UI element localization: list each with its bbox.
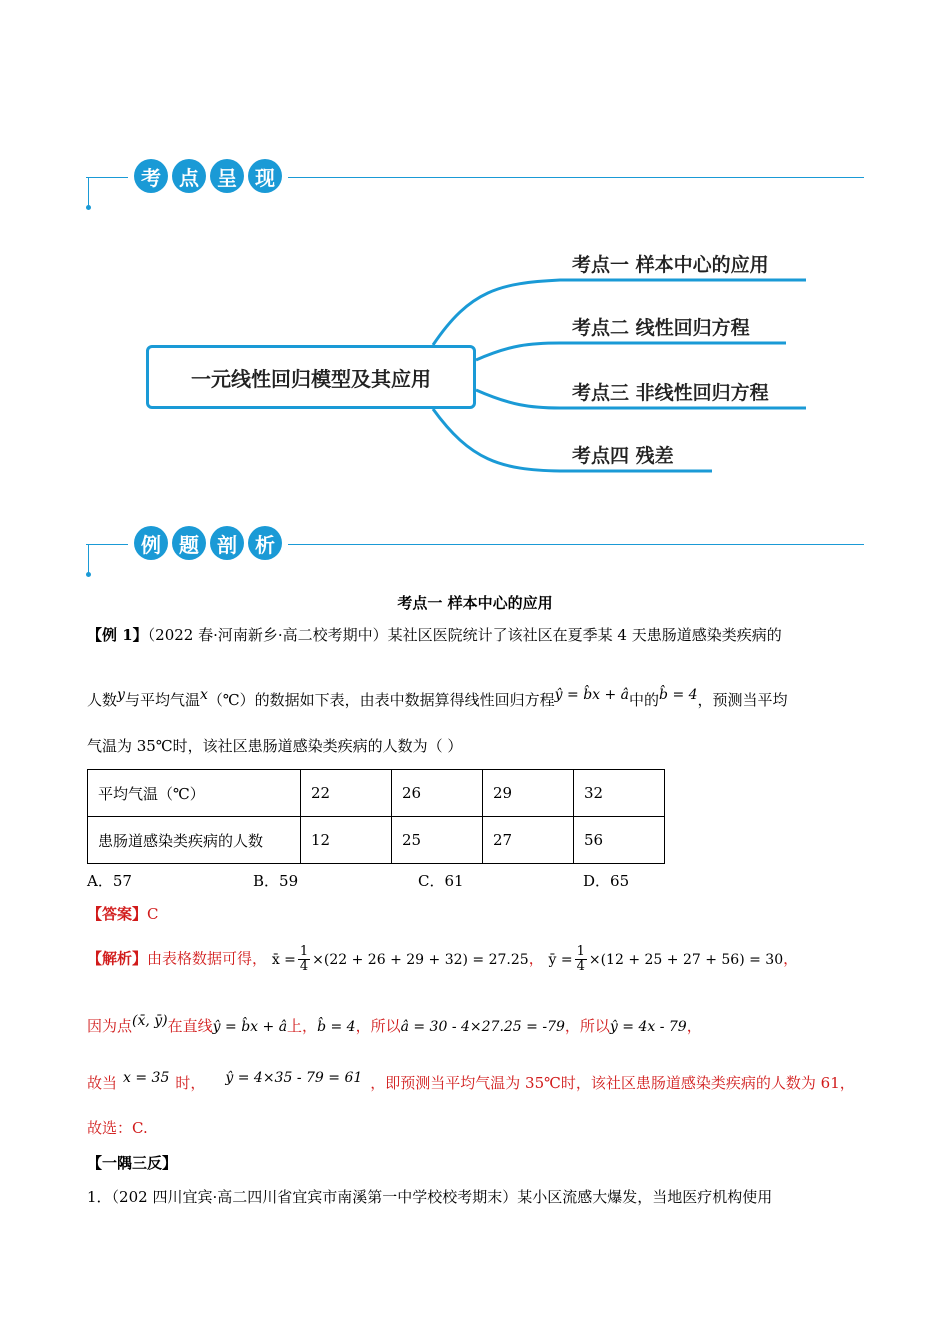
text: ，即预测当平均气温为 35℃时，该社区患肠道感染类疾病的人数为 61， — [370, 1074, 855, 1092]
section-header-kaodian — [86, 165, 864, 227]
line-formula: ŷ = b̂x + â — [212, 1019, 288, 1035]
option-c: C．61 — [418, 872, 464, 890]
table-cell: 26 — [392, 770, 483, 817]
regression-equation: ŷ = b̂x + â — [554, 687, 630, 703]
text: 与平均气温 — [124, 691, 200, 709]
header-char: 剖 — [210, 526, 244, 560]
header-dot — [86, 572, 91, 577]
text: ， — [686, 1017, 702, 1035]
text: 上， — [287, 1017, 318, 1035]
example-line-3 — [87, 735, 462, 757]
text: 故选：C. — [87, 1119, 148, 1137]
text: 故当 — [87, 1074, 118, 1092]
text: 时， — [175, 1074, 206, 1092]
data-table — [87, 769, 665, 864]
var-y: y — [117, 687, 125, 703]
example-line-1 — [87, 624, 782, 646]
header-char: 呈 — [210, 159, 244, 193]
table-cell: 25 — [392, 817, 483, 864]
mindmap-branch-3: 考点三 非线性回归方程 — [572, 382, 769, 404]
mindmap-branch-1: 考点一 样本中心的应用 — [572, 254, 769, 276]
header-dot — [86, 205, 91, 210]
table-cell: 平均气温（℃） — [88, 770, 301, 817]
regression-result: ŷ = 4x - 79 — [609, 1019, 687, 1035]
mindmap-branch-4: 考点四 残差 — [572, 445, 674, 467]
table-cell: 27 — [483, 817, 574, 864]
header-bracket — [88, 177, 89, 207]
table-cell: 12 — [301, 817, 392, 864]
header-char: 析 — [248, 526, 282, 560]
answer-label: 【答案】 — [87, 905, 148, 923]
answer-line — [87, 903, 159, 925]
point-formula: (x̄, ȳ) — [132, 1013, 168, 1029]
example-line-2 — [87, 684, 788, 711]
text: 因为点 — [87, 1017, 133, 1035]
section-header-liti — [86, 532, 864, 594]
option-d: D．65 — [583, 872, 630, 890]
table-cell: 56 — [574, 817, 665, 864]
intercept-formula: â = 30 - 4×27.25 = -79 — [400, 1019, 565, 1035]
header-char: 题 — [172, 526, 206, 560]
section-subtitle: 考点一 样本中心的应用 — [397, 594, 553, 612]
solution-line-1 — [87, 945, 798, 974]
text: ，所以 — [564, 1017, 610, 1035]
mindmap-root: 一元线性回归模型及其应用 — [146, 345, 476, 409]
text: 气温为 35℃时，该社区患肠道感染类疾病的人数为（ ） — [87, 737, 463, 755]
table-cell: 32 — [574, 770, 665, 817]
solution-line-3 — [87, 1067, 855, 1094]
solution-label: 【解析】 — [87, 949, 148, 968]
text: ，所以 — [355, 1017, 401, 1035]
slope-formula: b̂ = 4 — [317, 1019, 356, 1035]
slope-value: b̂ = 4 — [659, 687, 698, 703]
answer-value: C — [147, 905, 159, 923]
mindmap-branch-2: 考点二 线性回归方程 — [572, 317, 750, 339]
xbar-formula: x̄ = $\frac{1}{4}$ ×(22 + 26 + 29 + 32) = 27.25 — [271, 944, 529, 974]
example-label: 【例 1】 — [87, 626, 148, 644]
text: （℃）的数据如下表，由表中数据算得线性回归方程 — [207, 691, 555, 709]
option-a: A．57 — [87, 872, 132, 890]
header-char: 考 — [134, 159, 168, 193]
table-cell: 患肠道感染类疾病的人数 — [88, 817, 301, 864]
text: 由表格数据可得， — [147, 949, 268, 968]
option-b: B．59 — [253, 872, 299, 890]
var-x: x — [199, 687, 208, 703]
solution-line-4 — [87, 1117, 148, 1139]
header-char: 例 — [134, 526, 168, 560]
table-cell: 22 — [301, 770, 392, 817]
table-row — [88, 770, 665, 817]
text: ， — [783, 949, 799, 968]
text: ， — [528, 949, 544, 968]
header-char: 现 — [248, 159, 282, 193]
table-row — [88, 817, 665, 864]
practice-label: 【一隅三反】 — [87, 1154, 178, 1172]
x-value: x = 35 — [123, 1070, 170, 1086]
branch-curve-2 — [476, 343, 786, 360]
header-char: 点 — [172, 159, 206, 193]
header-title — [128, 159, 288, 193]
table-cell: 29 — [483, 770, 574, 817]
ybar-formula: ȳ = $\frac{1}{4}$ ×(12 + 25 + 27 + 56) = 30 — [548, 944, 784, 974]
text: 中的 — [629, 691, 660, 709]
example-text: （2022 春·河南新乡·高二校考期中）某社区医院统计了该社区在夏季某 4 天患肠道感染类疾病的 — [147, 626, 782, 644]
text: 人数 — [87, 691, 118, 709]
text: ，预测当平均 — [697, 691, 788, 709]
text: 在直线 — [167, 1017, 213, 1035]
prediction-formula: ŷ = 4×35 - 79 = 61 — [225, 1070, 363, 1086]
practice-question-1: 1．（202 四川宜宾·高二四川省宜宾市南溪第一中学校校考期末）某小区流感大爆发，当地医疗机构使用 — [87, 1188, 773, 1206]
header-bracket — [88, 544, 89, 574]
header-title — [128, 526, 288, 560]
solution-line-2 — [87, 1010, 702, 1038]
